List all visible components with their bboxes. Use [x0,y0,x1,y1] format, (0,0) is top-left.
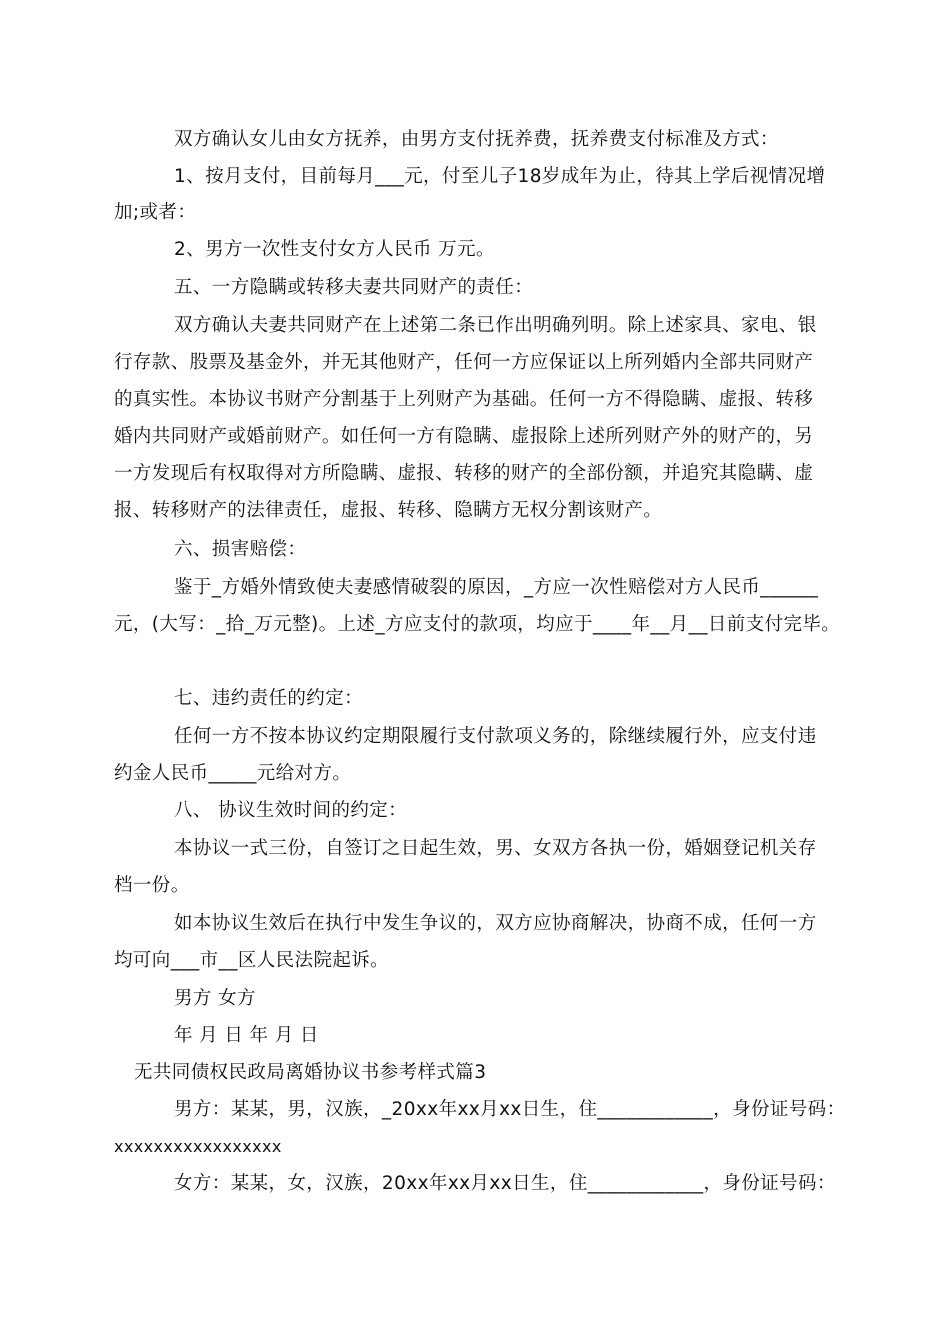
paragraph-line-9: 婚内共同财产或婚前财产。如任何一方有隐瞒、虚报除上述所列财产外的财产的，另 [114,426,814,447]
paragraph-line-2: 1、按月支付，目前每月___元，付至儿子18岁成年为止，待其上学后视情况增 [174,166,826,187]
paragraph-line-21: 如本协议生效后在执行中发生争议的，双方应协商解决，协商不成，任何一方 [174,913,817,934]
paragraph-line-26: 男方：某某，男，汉族，_20xx年xx月xx日生，住____________，身份证号码： [174,1099,846,1120]
paragraph-line-10: 一方发现后有权取得对方所隐瞒、虚报、转移的财产的全部份额，并追究其隐瞒、虚 [114,463,814,484]
paragraph-line-11: 报、转移财产的法律责任，虚报、转移、隐瞒方无权分割该财产。 [114,500,663,521]
paragraph-line-4: 2、男方一次性支付女方人民币 万元。 [174,239,495,260]
section-heading-5: 五、一方隐瞒或转移夫妻共同财产的责任： [174,277,534,298]
paragraph-line-1: 双方确认女儿由女方抚养，由男方支付抚养费，抚养费支付标准及方式： [174,129,779,150]
paragraph-line-28: 女方：某某，女，汉族，20xx年xx月xx日生，住____________，身份证号码： [174,1173,836,1194]
paragraph-line-6: 双方确认夫妻共同财产在上述第二条已作出明确列明。除上述家具、家电、银 [174,315,817,336]
signature-dates: 年 月 日 年 月 日 [174,1025,319,1046]
section-heading-6: 六、损害赔偿： [174,539,307,560]
paragraph-line-22: 均可向___市__区人民法院起诉。 [114,950,390,971]
paragraph-line-17: 约金人民币_____元给对方。 [114,763,352,784]
paragraph-line-16: 任何一方不按本协议约定期限履行支付款项义务的，除继续履行外，应支付违 [174,726,817,747]
paragraph-line-8: 的真实性。本协议书财产分割基于上列财产为基础。任何一方不得隐瞒、虚报、转移 [114,389,814,410]
paragraph-line-7: 行存款、股票及基金外，并无其他财产，任何一方应保证以上所列婚内全部共同财产 [114,352,814,373]
paragraph-line-3: 加;或者： [114,202,197,223]
paragraph-line-14: 元，(大写：_拾_万元整)。上述_方应支付的款项，均应于____年__月__日前支付完毕。 [114,614,841,635]
section-heading-7: 七、违约责任的约定： [174,688,364,709]
paragraph-line-13: 鉴于_方婚外情致使夫妻感情破裂的原因，_方应一次性赔偿对方人民币______ [174,577,819,598]
paragraph-line-27: xxxxxxxxxxxxxxxxx [114,1137,282,1156]
signature-parties: 男方 女方 [174,988,256,1009]
template-title: 无共同债权民政局离婚协议书参考样式篇3 [134,1062,487,1083]
section-heading-8: 八、 协议生效时间的约定： [174,800,408,821]
paragraph-line-20: 档一份。 [114,875,190,896]
paragraph-line-19: 本协议一式三份，自签订之日起生效，男、女双方各执一份，婚姻登记机关存 [174,838,817,859]
